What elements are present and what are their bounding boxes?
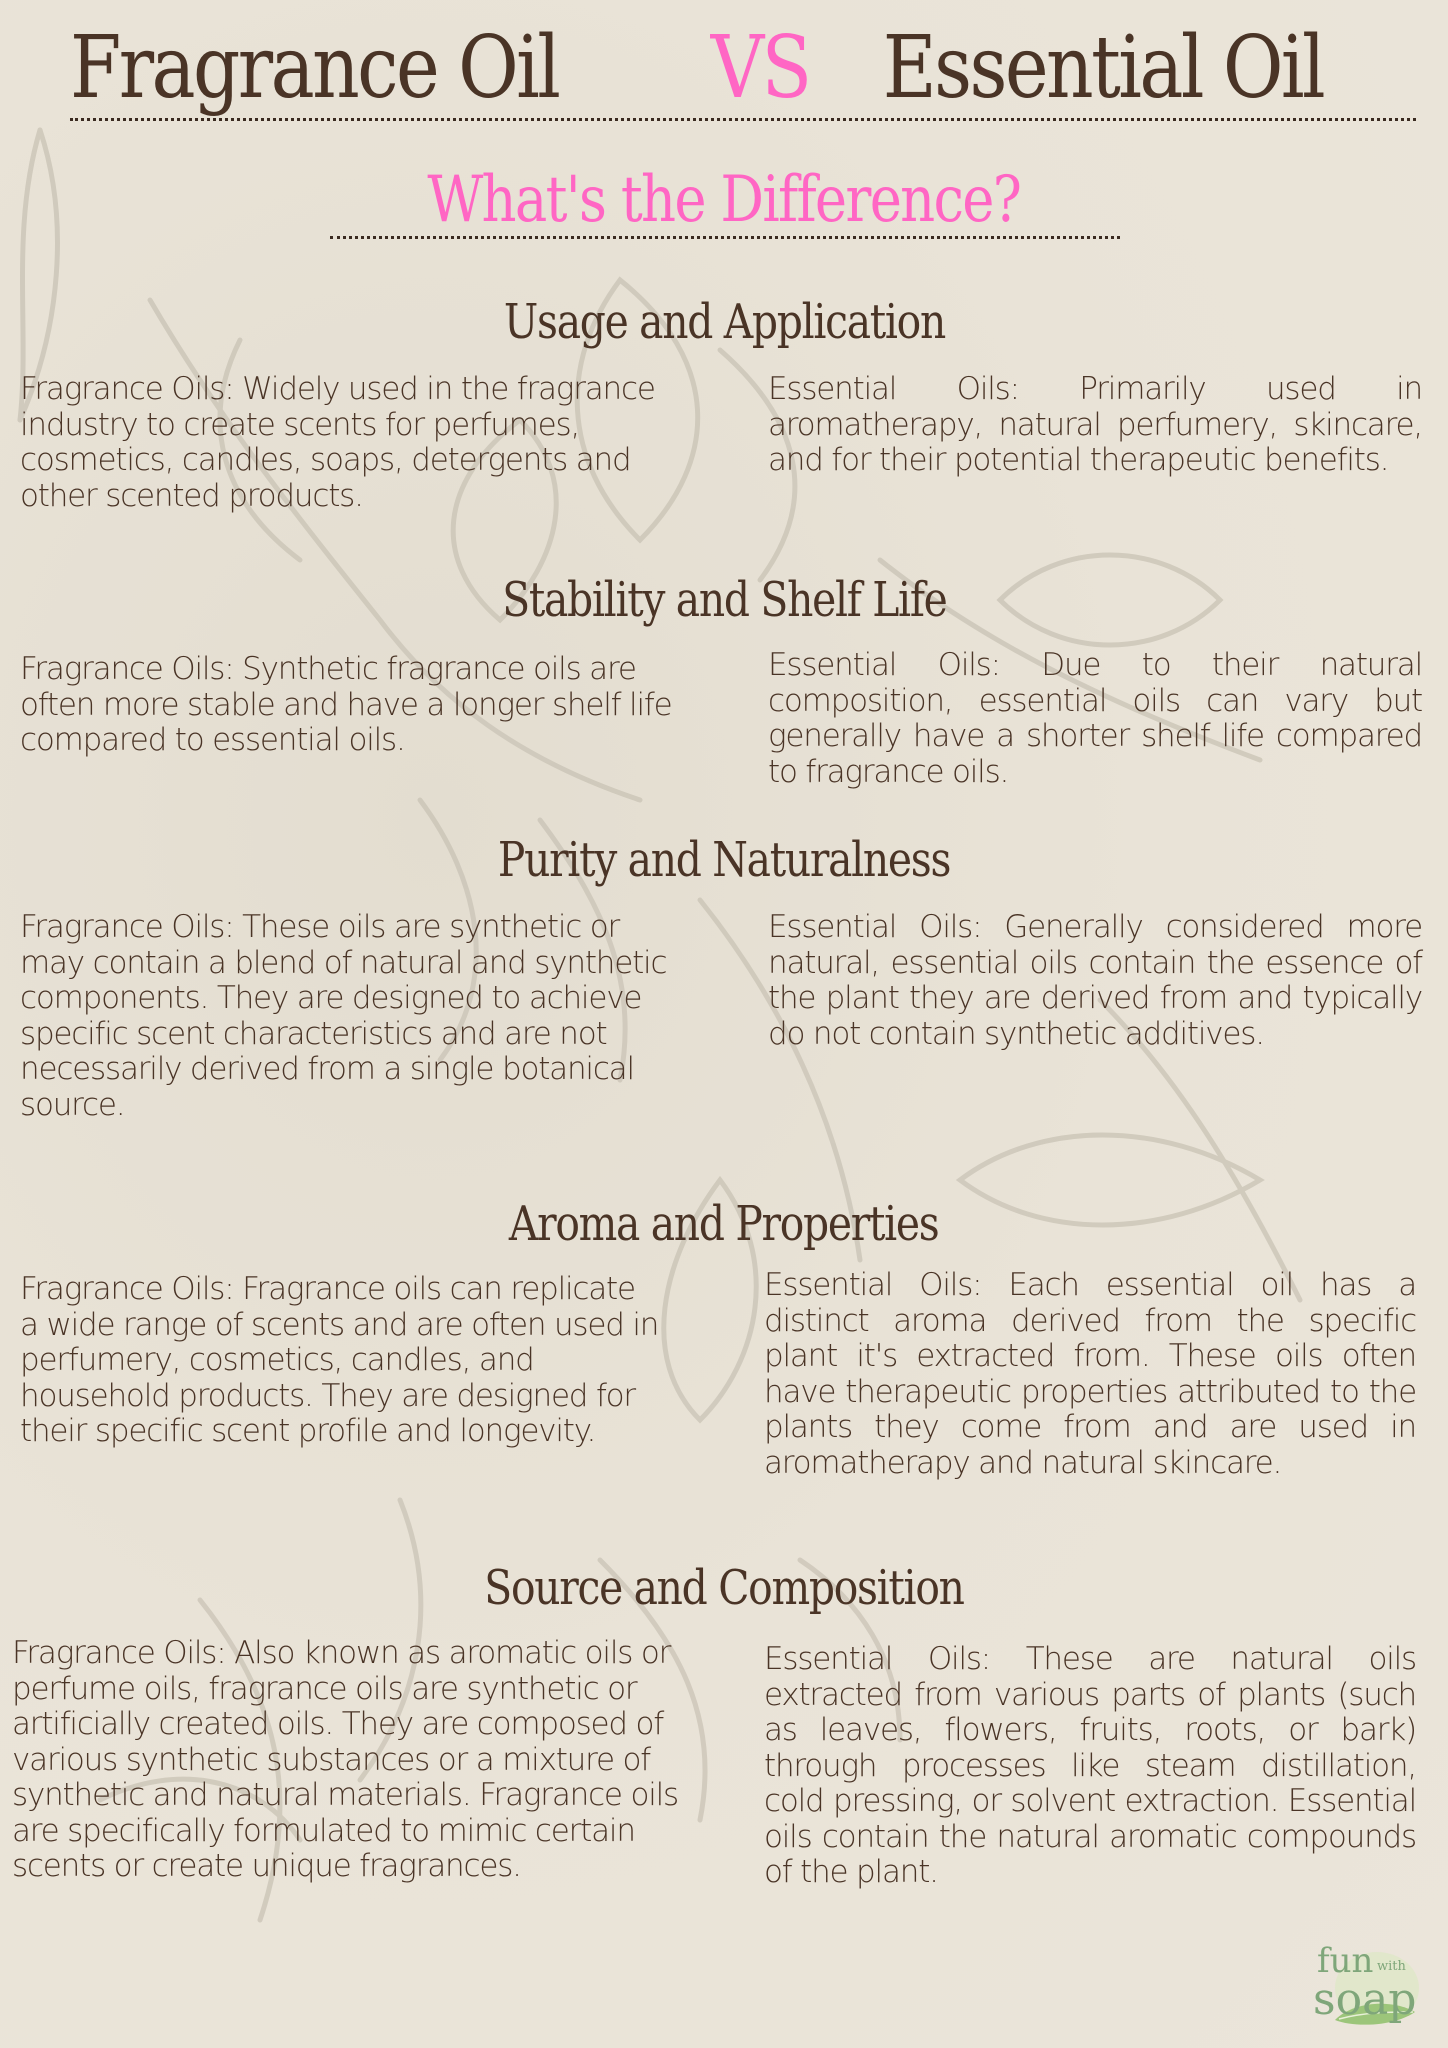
- essential-stability-text: Essential Oils: Due to their natural composition, essential oils can vary but generally have a shorter shelf life compared to fragrance oils.: [768, 647, 1422, 790]
- section-heading-stability: [0, 570, 1448, 630]
- fun-with-soap-logo: [1305, 1930, 1435, 2030]
- title-essential-oil: Essential Oil: [882, 18, 1324, 118]
- section-heading-text: Stability and Shelf Life: [501, 572, 947, 628]
- fragrance-purity-text: Fragrance Oils: These oils are synthetic or may contain a blend of natural and synthetic components. They are designed to achieve specific scent characteristics and are not necessarily derived from a single botanical source.: [20, 909, 667, 1123]
- subtitle-text: What's the Difference?: [427, 163, 1021, 237]
- fragrance-stability-text: Fragrance Oils: Synthetic fragrance oils are often more stable and have a longer shelf life compared to essential oils.: [20, 651, 672, 758]
- subtitle: [0, 160, 1448, 240]
- essential-source-text: Essential Oils: These are natural oils extracted from various parts of plants (such as leaves, flowers, fruits, roots, or bark) through processes like steam distillation, cold pressing, or solvent extraction. Essential oils contain the natural aromatic compounds of the plant.: [764, 1641, 1416, 1890]
- section-heading-text: Usage and Application: [503, 294, 945, 350]
- fragrance-usage-text: Fragrance Oils: Widely used in the fragrance industry to create scents for perfumes, cosmetics, candles, soaps, detergents and other scented products.: [20, 371, 655, 514]
- section-heading-text: Purity and Naturalness: [497, 832, 951, 888]
- subtitle-divider: [330, 236, 1120, 239]
- title-vs: VS: [710, 18, 810, 118]
- section-heading-text: Source and Composition: [484, 1560, 964, 1616]
- section-heading-purity: [0, 830, 1448, 890]
- essential-purity-text: Essential Oils: Generally considered more natural, essential oils contain the essence of the plant they are derived from and typically do not contain synthetic additives.: [768, 909, 1422, 1052]
- section-heading-text: Aroma and Properties: [509, 1196, 939, 1252]
- title-divider: [70, 118, 1416, 121]
- title-fragrance-oil: Fragrance Oil: [70, 18, 559, 118]
- fragrance-aroma-text: Fragrance Oils: Fragrance oils can replicate a wide range of scents and are often used in perfumery, cosmetics, candles, and household products. They are designed for their specific scent profile and longevity.: [20, 1271, 659, 1449]
- essential-aroma-text: Essential Oils: Each essential oil has a distinct aroma derived from the specific plant it's extracted from. These oils often have therapeutic properties attributed to the plants they come from and are used in aromatherapy and natural skincare.: [764, 1267, 1416, 1481]
- logo-word-fun: fun: [1317, 1941, 1374, 1981]
- section-heading-aroma: [0, 1194, 1448, 1254]
- fragrance-source-text: Fragrance Oils: Also known as aromatic oils or perfume oils, fragrance oils are synthetic or artificially created oils. They are composed of various synthetic substances or a mixture of synthetic and natural materials. Fragrance oils are specifically formulated to mimic certain scents or create unique fragrances.: [12, 1635, 678, 1884]
- essential-usage-text: Essential Oils: Primarily used in aromatherapy, natural perfumery, skincare, and for their potential therapeutic benefits.: [768, 371, 1422, 478]
- logo-word-with: with: [1377, 1959, 1406, 1974]
- main-title: [70, 18, 1324, 118]
- section-heading-source: [0, 1558, 1448, 1618]
- logo-word-soap: soap: [1313, 1974, 1417, 2025]
- section-heading-usage: [0, 292, 1448, 352]
